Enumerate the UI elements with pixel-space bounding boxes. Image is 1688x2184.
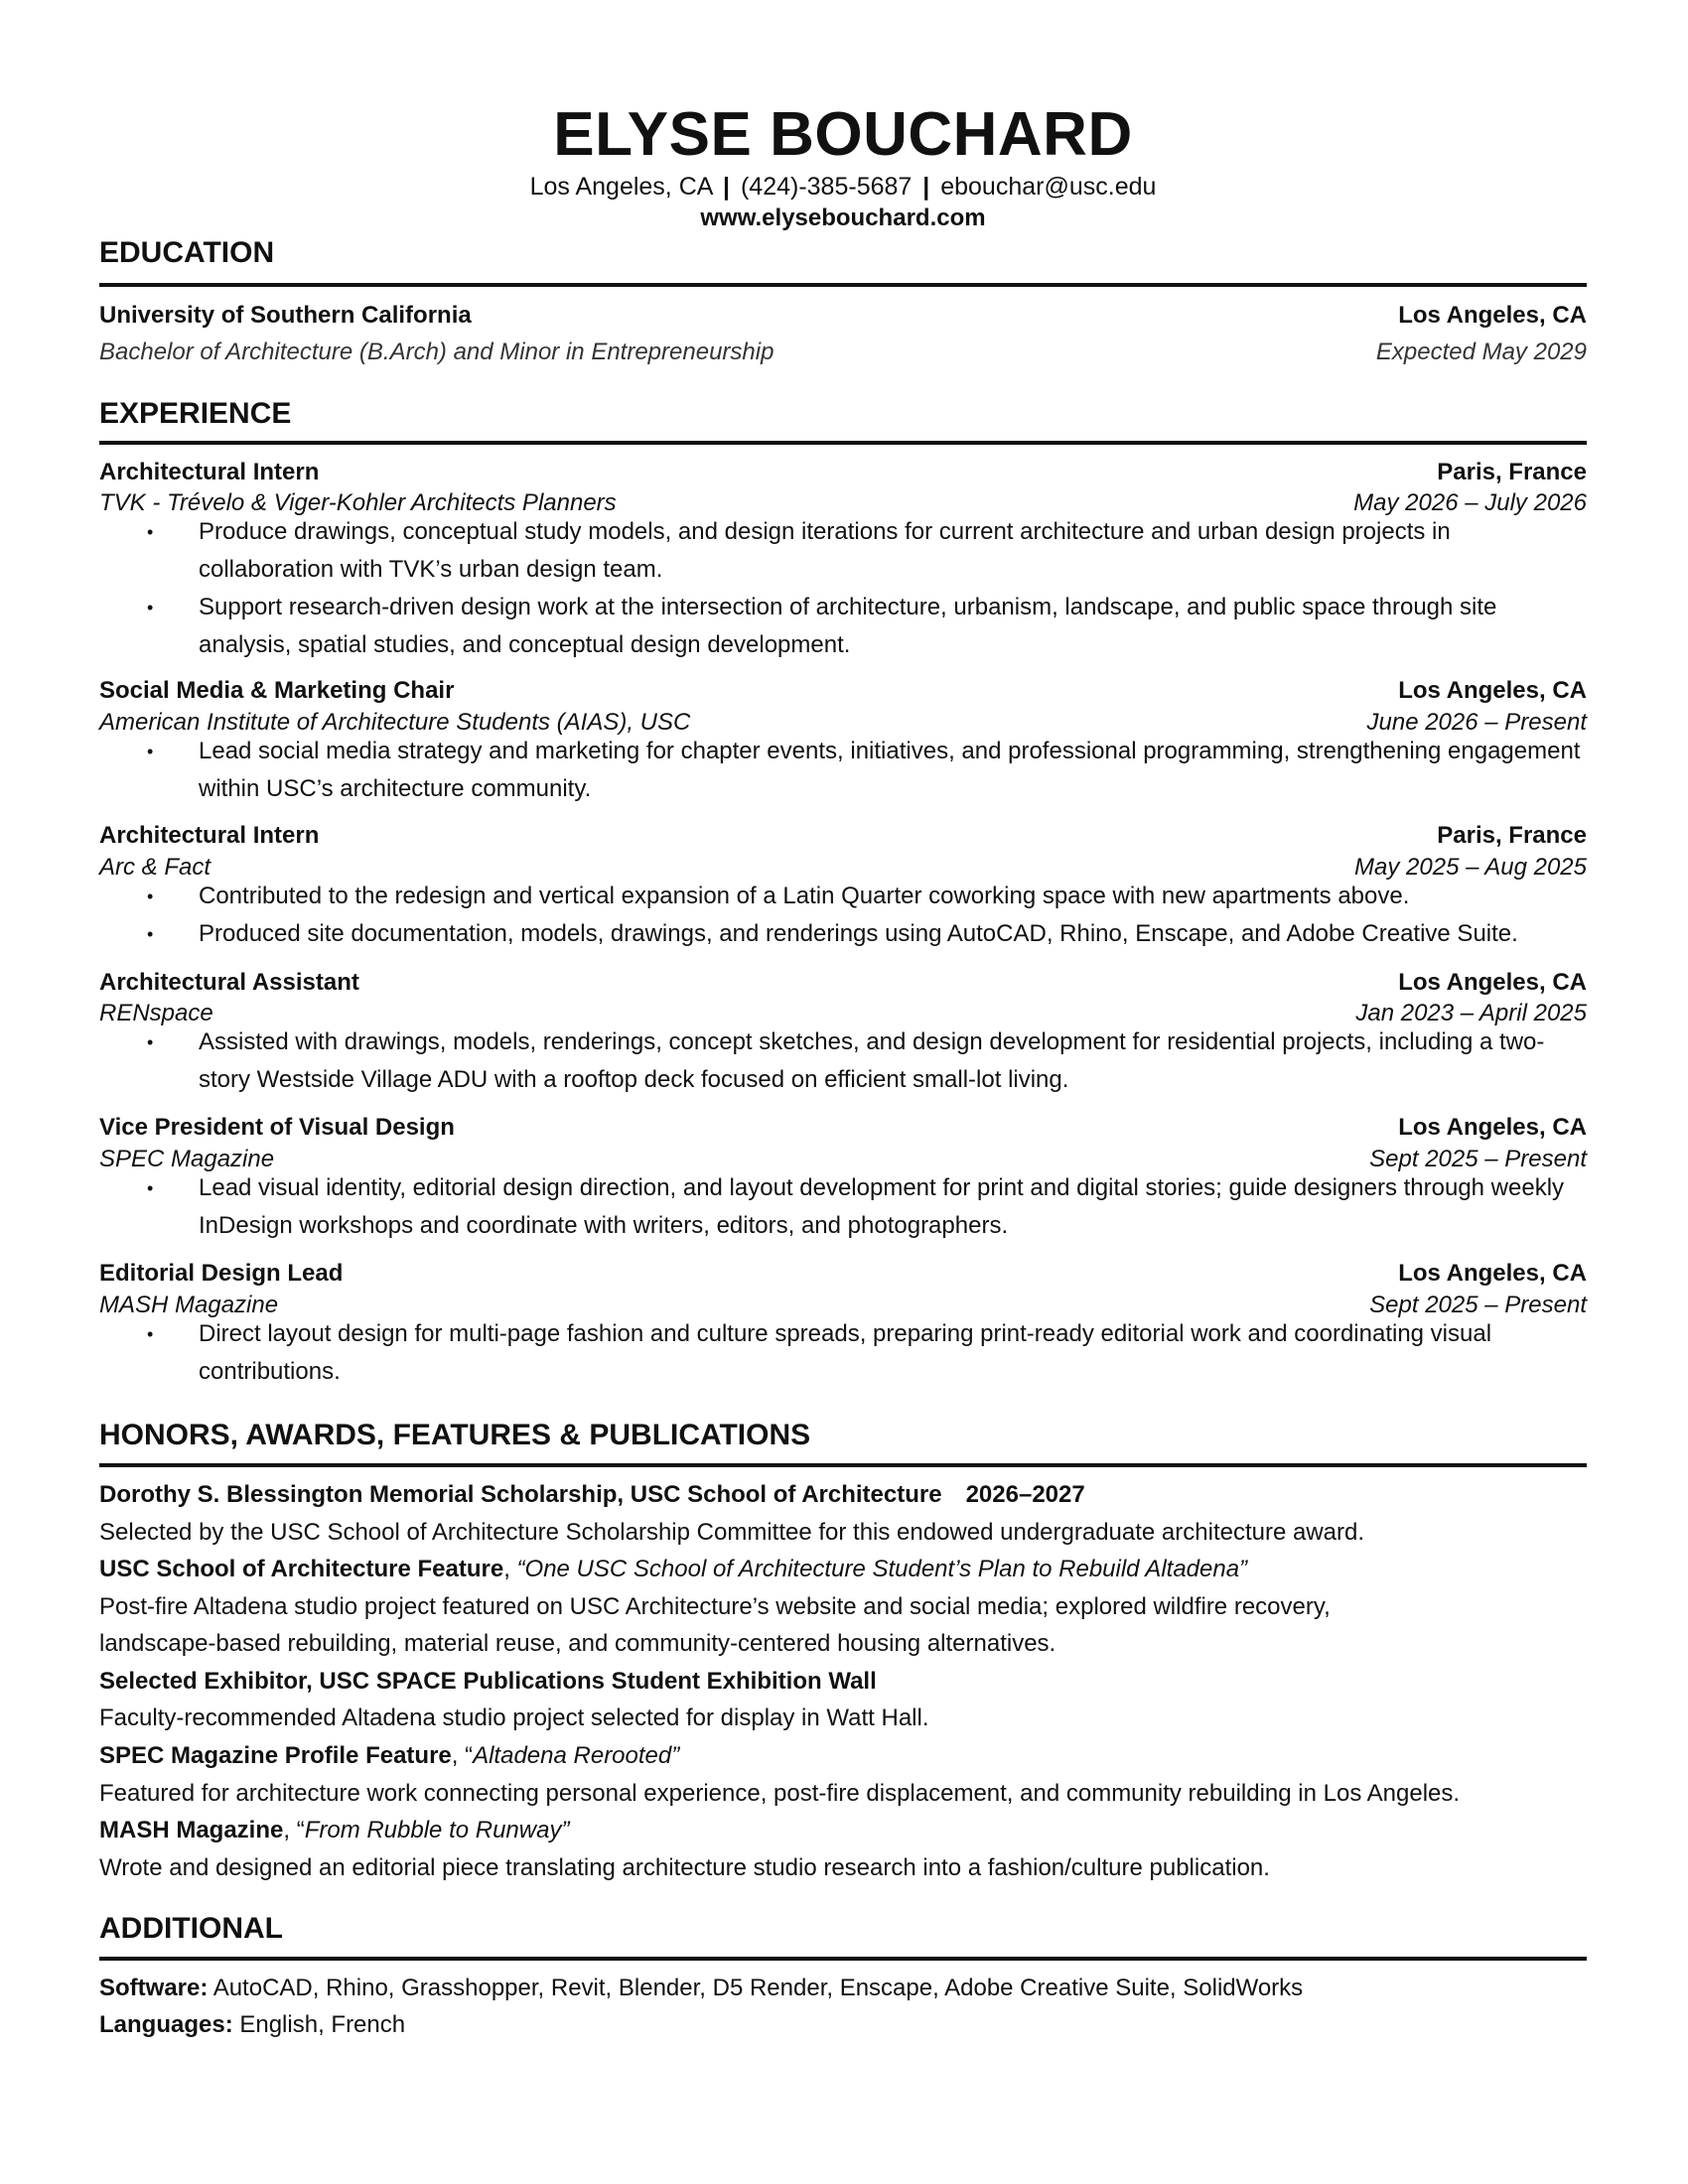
job-row	[99, 968, 1587, 998]
job-location: Los Angeles, CA	[1398, 1114, 1587, 1141]
job-title: Social Media & Marketing Chair	[99, 677, 455, 704]
honor-desc: Selected by the USC School of Architecture Scholarship Committee for this endowed undergraduate architecture award.	[99, 1519, 1365, 1546]
school-name: University of Southern California	[99, 302, 472, 329]
software-label: Software:	[99, 1975, 209, 2001]
honor-subtitle: From Rubble to Runway”	[304, 1817, 570, 1843]
languages-line	[99, 2010, 1587, 2040]
separator: |	[723, 173, 731, 201]
candidate-name: ELYSE BOUCHARD	[553, 100, 1133, 169]
job-location: Paris, France	[1437, 459, 1587, 485]
honor-subtitle: Altadena Rerooted”	[473, 1742, 680, 1769]
phone-text: (424)-385-5687	[740, 173, 913, 201]
honor-desc: Post-fire Altadena studio project featured on USC Architecture’s website and social media; explored wildfire recovery,	[99, 1593, 1331, 1620]
job-org: Arc & Fact	[99, 854, 211, 881]
bullet-icon: •	[147, 598, 154, 617]
location-text: Los Angeles, CA	[529, 173, 713, 201]
job-org: TVK - Trévelo & Viger-Kohler Architects Planners	[99, 489, 617, 516]
job-bullets	[99, 733, 1587, 808]
honor-desc: Faculty-recommended Altadena studio project selected for display in Watt Hall.	[99, 1705, 929, 1731]
education-detail-row	[99, 338, 1587, 367]
job-row	[99, 1113, 1587, 1143]
job-title: Vice President of Visual Design	[99, 1114, 455, 1141]
honor-item	[99, 1667, 1587, 1697]
bullet-icon: •	[147, 522, 154, 542]
honor-desc: Featured for architecture work connecting personal experience, post-fire displacement, and community rebuilding in Los Angeles.	[99, 1780, 1461, 1807]
list-item: • Produce drawings, conceptual study models, and design iterations for current architecture and urban design projects in collaboration with TVK’s urban design team.	[99, 513, 1587, 589]
job-location: Los Angeles, CA	[1398, 1260, 1587, 1287]
experience-heading: EXPERIENCE	[99, 397, 292, 430]
job-date: Jan 2023 – April 2025	[1355, 1000, 1587, 1026]
honor-subtitle: “One USC School of Architecture Student’s Plan to Rebuild Altadena”	[516, 1556, 1248, 1582]
bullet-icon: •	[147, 1178, 154, 1198]
job-org: SPEC Magazine	[99, 1146, 275, 1172]
honor-year: 2026–2027	[965, 1481, 1085, 1508]
job-date: June 2026 – Present	[1366, 709, 1587, 736]
education-row	[99, 301, 1587, 331]
job-title: Architectural Intern	[99, 822, 320, 849]
website-link[interactable]: www.elysebouchard.com	[700, 205, 986, 231]
bullet-icon: •	[147, 887, 154, 906]
software-line	[99, 1974, 1587, 2003]
list-item: • Lead social media strategy and marketing for chapter events, initiatives, and professional programming, strengthening engagement within USC’s architecture community.	[99, 733, 1587, 808]
job-location: Los Angeles, CA	[1398, 677, 1587, 704]
job-title: Architectural Intern	[99, 459, 320, 485]
job-row	[99, 821, 1587, 851]
bullet-icon: •	[147, 1032, 154, 1052]
job-bullets	[99, 1024, 1587, 1099]
bullet-icon: •	[147, 924, 154, 944]
job-bullets	[99, 878, 1587, 953]
job-date: May 2025 – Aug 2025	[1354, 854, 1587, 881]
list-item: • Direct layout design for multi-page fashion and culture spreads, preparing print-ready editorial work and coordinating visual contributions.	[99, 1315, 1587, 1391]
honor-title: MASH Magazine	[99, 1817, 284, 1843]
degree-text: Bachelor of Architecture (B.Arch) and Minor in Entrepreneurship	[99, 339, 774, 365]
list-item: • Contributed to the redesign and vertical expansion of a Latin Quarter coworking space with new apartments above.	[99, 878, 1587, 915]
honor-item: MASH Magazine, “From Rubble to Runway”	[99, 1817, 570, 1843]
job-org: MASH Magazine	[99, 1292, 279, 1318]
software-value: AutoCAD, Rhino, Grasshopper, Revit, Blender, D5 Render, Enscape, Adobe Creative Suite, SolidWorks	[208, 1975, 1304, 2001]
bullet-icon: •	[147, 1324, 154, 1344]
bullet-icon: •	[147, 742, 154, 761]
degree-date: Expected May 2029	[1375, 339, 1587, 365]
job-bullets	[99, 513, 1587, 664]
additional-heading: ADDITIONAL	[99, 1912, 283, 1945]
job-date: May 2026 – July 2026	[1353, 489, 1587, 516]
job-title: Editorial Design Lead	[99, 1260, 344, 1287]
honor-desc: landscape-based rebuilding, material reuse, and community-centered housing alternatives.	[99, 1630, 1056, 1657]
contact-line	[99, 172, 1587, 202]
section-divider	[99, 283, 1587, 287]
honor-title: Dorothy S. Blessington Memorial Scholarship, USC School of Architecture	[99, 1481, 942, 1508]
list-item: • Lead visual identity, editorial design direction, and layout development for print and digital stories; guide designers through weekly InDesign workshops and coordinate with writers, editors, and photographers.	[99, 1169, 1587, 1245]
list-item: • Support research-driven design work at the intersection of architecture, urbanism, landscape, and public space through site analysis, spatial studies, and conceptual design development.	[99, 589, 1587, 664]
job-location: Los Angeles, CA	[1398, 969, 1587, 996]
job-bullets	[99, 1315, 1587, 1391]
job-row	[99, 458, 1587, 487]
separator: |	[922, 173, 930, 201]
job-title: Architectural Assistant	[99, 969, 359, 996]
job-row	[99, 676, 1587, 706]
section-divider	[99, 1957, 1587, 1961]
honor-desc: Wrote and designed an editorial piece translating architecture studio research into a fashion/culture publication.	[99, 1854, 1270, 1881]
section-divider	[99, 441, 1587, 445]
list-item: • Produced site documentation, models, drawings, and renderings using AutoCAD, Rhino, Enscape, and Adobe Creative Suite.	[99, 915, 1587, 953]
job-row	[99, 1259, 1587, 1289]
job-bullets	[99, 1169, 1587, 1245]
honor-item	[99, 1480, 1587, 1510]
job-org: American Institute of Architecture Students (AIAS), USC	[99, 709, 691, 736]
job-org: RENspace	[99, 1000, 213, 1026]
list-item: • Assisted with drawings, models, renderings, concept sketches, and design development for residential projects, including a two-story Westside Village ADU with a rooftop deck focused on efficient small-lot living.	[99, 1024, 1587, 1099]
languages-value: English, French	[232, 2011, 406, 2038]
honor-title: USC School of Architecture Feature	[99, 1556, 504, 1582]
honor-title: SPEC Magazine Profile Feature	[99, 1742, 452, 1769]
school-location: Los Angeles, CA	[1398, 302, 1587, 329]
job-date: Sept 2025 – Present	[1369, 1292, 1587, 1318]
section-divider	[99, 1463, 1587, 1467]
email-link[interactable]: ebouchar@usc.edu	[940, 173, 1157, 201]
job-location: Paris, France	[1437, 822, 1587, 849]
honor-title: Selected Exhibitor, USC SPACE Publications Student Exhibition Wall	[99, 1668, 877, 1695]
job-date: Sept 2025 – Present	[1369, 1146, 1587, 1172]
honors-heading: HONORS, AWARDS, FEATURES & PUBLICATIONS	[99, 1419, 811, 1451]
languages-label: Languages:	[99, 2011, 233, 2038]
honor-item: USC School of Architecture Feature, “One USC School of Architecture Student’s Plan to Rebuild Altadena”	[99, 1556, 1248, 1582]
education-heading: EDUCATION	[99, 236, 275, 269]
honor-item: SPEC Magazine Profile Feature, “Altadena Rerooted”	[99, 1742, 680, 1769]
